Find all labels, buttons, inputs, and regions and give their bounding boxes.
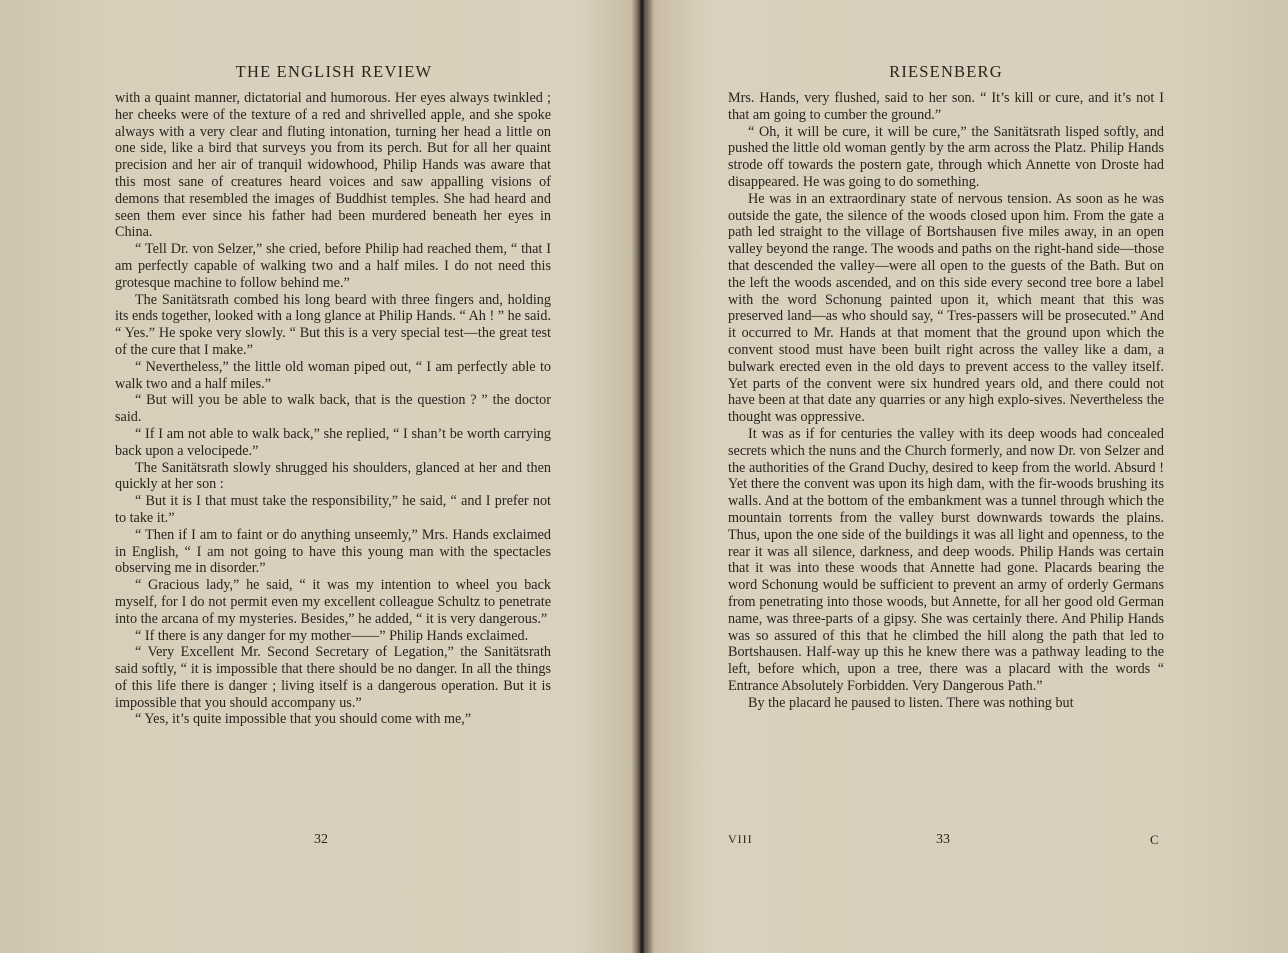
paragraph: “ Yes, it’s quite impossible that you should come with me,”: [135, 711, 472, 728]
signature-mark-right: C: [1150, 832, 1160, 847]
paragraph: “ Nevertheless,” the little old woman piped out, “ I am perfectly able to walk two and a half miles.”: [115, 358, 551, 392]
paragraph: “ If I am not able to walk back,” she replied, “ I shan’t be worth carrying back upon a velocipede.”: [115, 425, 551, 459]
paragraph: “ Tell Dr. von Selzer,” she cried, before Philip had reached them, “ that I am perfectly capable of walking two and a half miles. I do not need this grotesque machine to follow behind me.”: [115, 241, 551, 291]
paragraph: “ Very Excellent Mr. Second Secretary of Legation,” the Sanitätsrath said softly, “ it is impossible that there should be no danger. In all the things of this life there is danger ; living itself is a dangerous operation. But it is impossible that you should accompany us.”: [115, 644, 551, 711]
page-number-right: 33: [936, 832, 950, 847]
paragraph: By the placard he paused to listen. There was nothing but: [748, 694, 1074, 711]
paragraph: He was in an extraordinary state of nervous tension. As soon as he was outside the gate, the silence of the woods closed upon him. From the gate a path led straight to the village of Bortshausen five miles away, in an open valley beyond the range. The woods and paths on the right-hand side—those that descended the valley—were all open to the guests of the Bath. But on the left the woods ascended, and on this side every second tree bore a label with the word Schonung painted upon it, which meant that this was preserved land—as who should say, “ Tres-passers will be prosecuted.” And it occurred to Mr. Hands at that moment that the ground upon which the convent stood must have been built right across the valley like a dam, a bulwark erected even in the old days to prevent access to the valley itself. Yet parts of the convent were six hundred years old, and there could not have been at that date any quarries or any high explo-sives. Nevertheless the thought was oppressive.: [728, 190, 1164, 426]
paragraph: “ Gracious lady,” he said, “ it was my intention to wheel you back myself, for I do not permit even my excellent colleague Schultz to penetrate into the arcana of my mysteries. Besides,” he added, “ it is very dangerous.”: [115, 577, 551, 627]
running-head-left: THE ENGLISH REVIEW: [235, 62, 433, 81]
signature-mark-left: VIII: [728, 832, 753, 846]
paragraph: “ But it is I that must take the responsibility,” he said, “ and I prefer not to take it.”: [115, 493, 551, 526]
paragraph: The Sanitätsrath slowly shrugged his shoulders, glanced at her and then quickly at her son :: [115, 459, 551, 493]
left-body-text: [115, 90, 551, 728]
right-page: [646, 0, 1288, 953]
right-body-text: [728, 90, 1164, 711]
paragraph: “ Oh, it will be cure, it will be cure,” the Sanitätsrath lisped softly, and pushed the little old woman gently by the arm across the Platz. Philip Hands strode off towards the postern gate, through which Annette von Droste had disappeared. He was going to do something.: [728, 123, 1164, 190]
paragraph: The Sanitätsrath combed his long beard with three fingers and, holding its ends together, looked with a long glance at Philip Hands. “ Ah ! ” he said. “ Yes.” He spoke very slowly. “ But this is a very special test—the great test of the cure that I make.”: [115, 291, 551, 358]
paragraph: “ Then if I am to faint or do anything unseemly,” Mrs. Hands exclaimed in English, “ I am not going to have this young man with the spectacles observing me in disorder.”: [115, 526, 551, 577]
running-head-right: RIESENBERG: [889, 62, 1003, 81]
left-page: [0, 0, 640, 953]
paragraph: with a quaint manner, dictatorial and humorous. Her eyes always twinkled ; her cheeks were of the texture of a red and shrivelled apple, and she spoke always with a very clear and fluting intonation, turning her head a little on one side, like a bird that surveys you from its perch. But for all her quaint precision and her air of tranquil widowhood, Philip Hands was aware that this most sane of creatures heard voices and saw appalling visions of demons that resembled the images of Buddhist temples. She had heard and seen them ever since his father had been murdered beneath her eyes in China.: [115, 90, 551, 241]
paragraph: Mrs. Hands, very flushed, said to her son. “ It’s kill or cure, and it’s not I that am going to cumber the ground.”: [728, 90, 1164, 123]
page-number-left: 32: [314, 832, 328, 847]
paragraph: “ But will you be able to walk back, that is the question ? ” the doctor said.: [115, 392, 551, 426]
paragraph: It was as if for centuries the valley with its deep woods had concealed secrets which the nuns and the Church formerly, and now Dr. von Selzer and the authorities of the Grand Duchy, desired to keep from the world. Absurd ! Yet there the convent was upon its high dam, with the fir-woods brushing its walls. And at the bottom of the embankment was a tunnel through which the mountain torrents from the valley burst downwards towards the plains. Thus, upon the one side of the buildings it was all light and openness, to the rear it was all silence, darkness, and deep woods. Philip Hands was certain that it was into these woods that Annette had gone. Placards bearing the word Schonung would be sufficient to prevent an army of orderly Germans from penetrating into those woods, but Annette, for all her good old German name, was three-parts of a gipsy. She was certainly there. And Philip Hands was so assured of this that he climbed the hill along the path that led to Bortshausen. Half-way up this he knew there was a pathway leading to the left, before which, upon a tree, there was a placard with the words “ Entrance Absolutely Forbidden. Very Dangerous Path.”: [728, 425, 1164, 694]
book-spine: [638, 0, 646, 953]
paragraph: “ If there is any danger for my mother——” Philip Hands exclaimed.: [135, 627, 529, 644]
